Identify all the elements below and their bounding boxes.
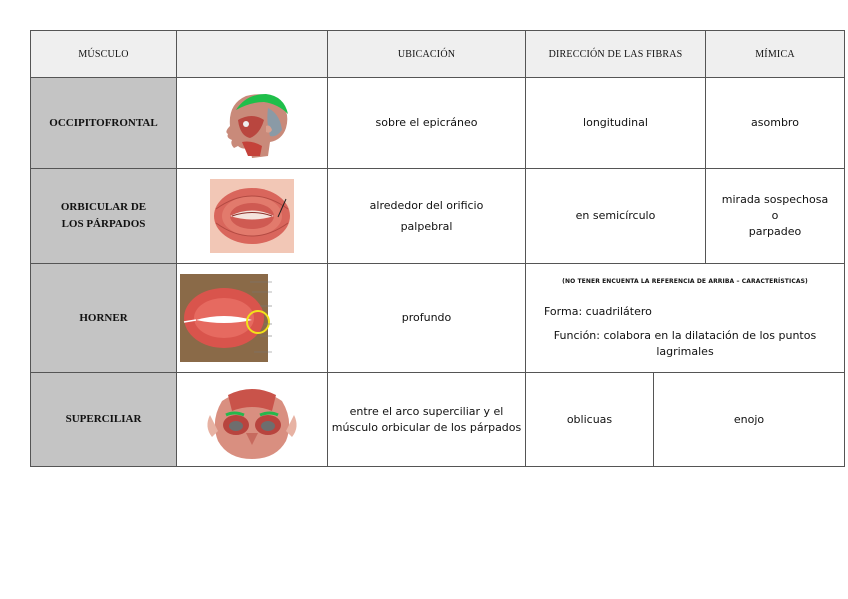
- header-muscle: MÚSCULO: [31, 31, 177, 78]
- muscle-location: sobre el epicráneo: [328, 78, 526, 169]
- muscle-name-line: LOS PÁRPADOS: [61, 218, 146, 230]
- head-profile-muscle-illustration-icon: [177, 78, 328, 169]
- table-row: [31, 169, 845, 264]
- shape-text: Forma: cuadrilátero: [544, 305, 652, 318]
- labeled-eyelid-diagram-icon: [177, 264, 328, 373]
- muscle-location: profundo: [328, 264, 526, 373]
- muscle-expression: enojo: [654, 373, 845, 467]
- characteristics-box: [526, 264, 844, 372]
- muscle-table: [30, 30, 845, 467]
- face-front-muscle-illustration-icon: [177, 373, 328, 467]
- expression-line: o: [771, 209, 779, 222]
- muscle-name: [31, 169, 177, 264]
- muscle-location: [328, 373, 526, 467]
- muscle-name: OCCIPITOFRONTAL: [31, 78, 177, 169]
- muscle-characteristics: [526, 264, 845, 373]
- muscle-expression: asombro: [706, 78, 845, 169]
- reference-note: (NO TENER ENCUENTA LA REFERENCIA DE ARRIBA – CARACTERÍSTICAS): [562, 278, 808, 285]
- header-row: [31, 31, 845, 78]
- muscle-fiber-direction: oblicuas: [526, 373, 654, 467]
- expression-line: parpadeo: [748, 225, 802, 238]
- header-expression: MÍMICA: [706, 31, 845, 78]
- table-row: [31, 264, 845, 373]
- expression-line: mirada sospechosa: [721, 193, 829, 206]
- header-location: UBICACIÓN: [328, 31, 526, 78]
- function-text: Función: colabora en la dilatación de los puntos lagrimales: [553, 329, 817, 358]
- muscle-fiber-direction: en semicírculo: [526, 169, 706, 264]
- table-row: [31, 78, 845, 169]
- muscle-name: SUPERCILIAR: [31, 373, 177, 467]
- location-line: entre el arco superciliar y el: [349, 404, 504, 418]
- header-fiber-direction: DIRECCIÓN DE LAS FIBRAS: [526, 31, 706, 78]
- muscle-name: HORNER: [31, 264, 177, 373]
- muscle-location: [328, 169, 526, 264]
- location-line: alrededor del orificio: [369, 199, 484, 212]
- muscle-expression: [706, 169, 845, 264]
- eye-orbicularis-illustration-icon: [177, 169, 328, 264]
- location-line: palpebral: [400, 220, 453, 233]
- header-image: [177, 31, 328, 78]
- table-row: [31, 373, 845, 467]
- muscle-name-line: ORBICULAR DE: [60, 201, 147, 213]
- location-line: músculo orbicular de los párpados: [331, 420, 522, 434]
- muscle-fiber-direction: longitudinal: [526, 78, 706, 169]
